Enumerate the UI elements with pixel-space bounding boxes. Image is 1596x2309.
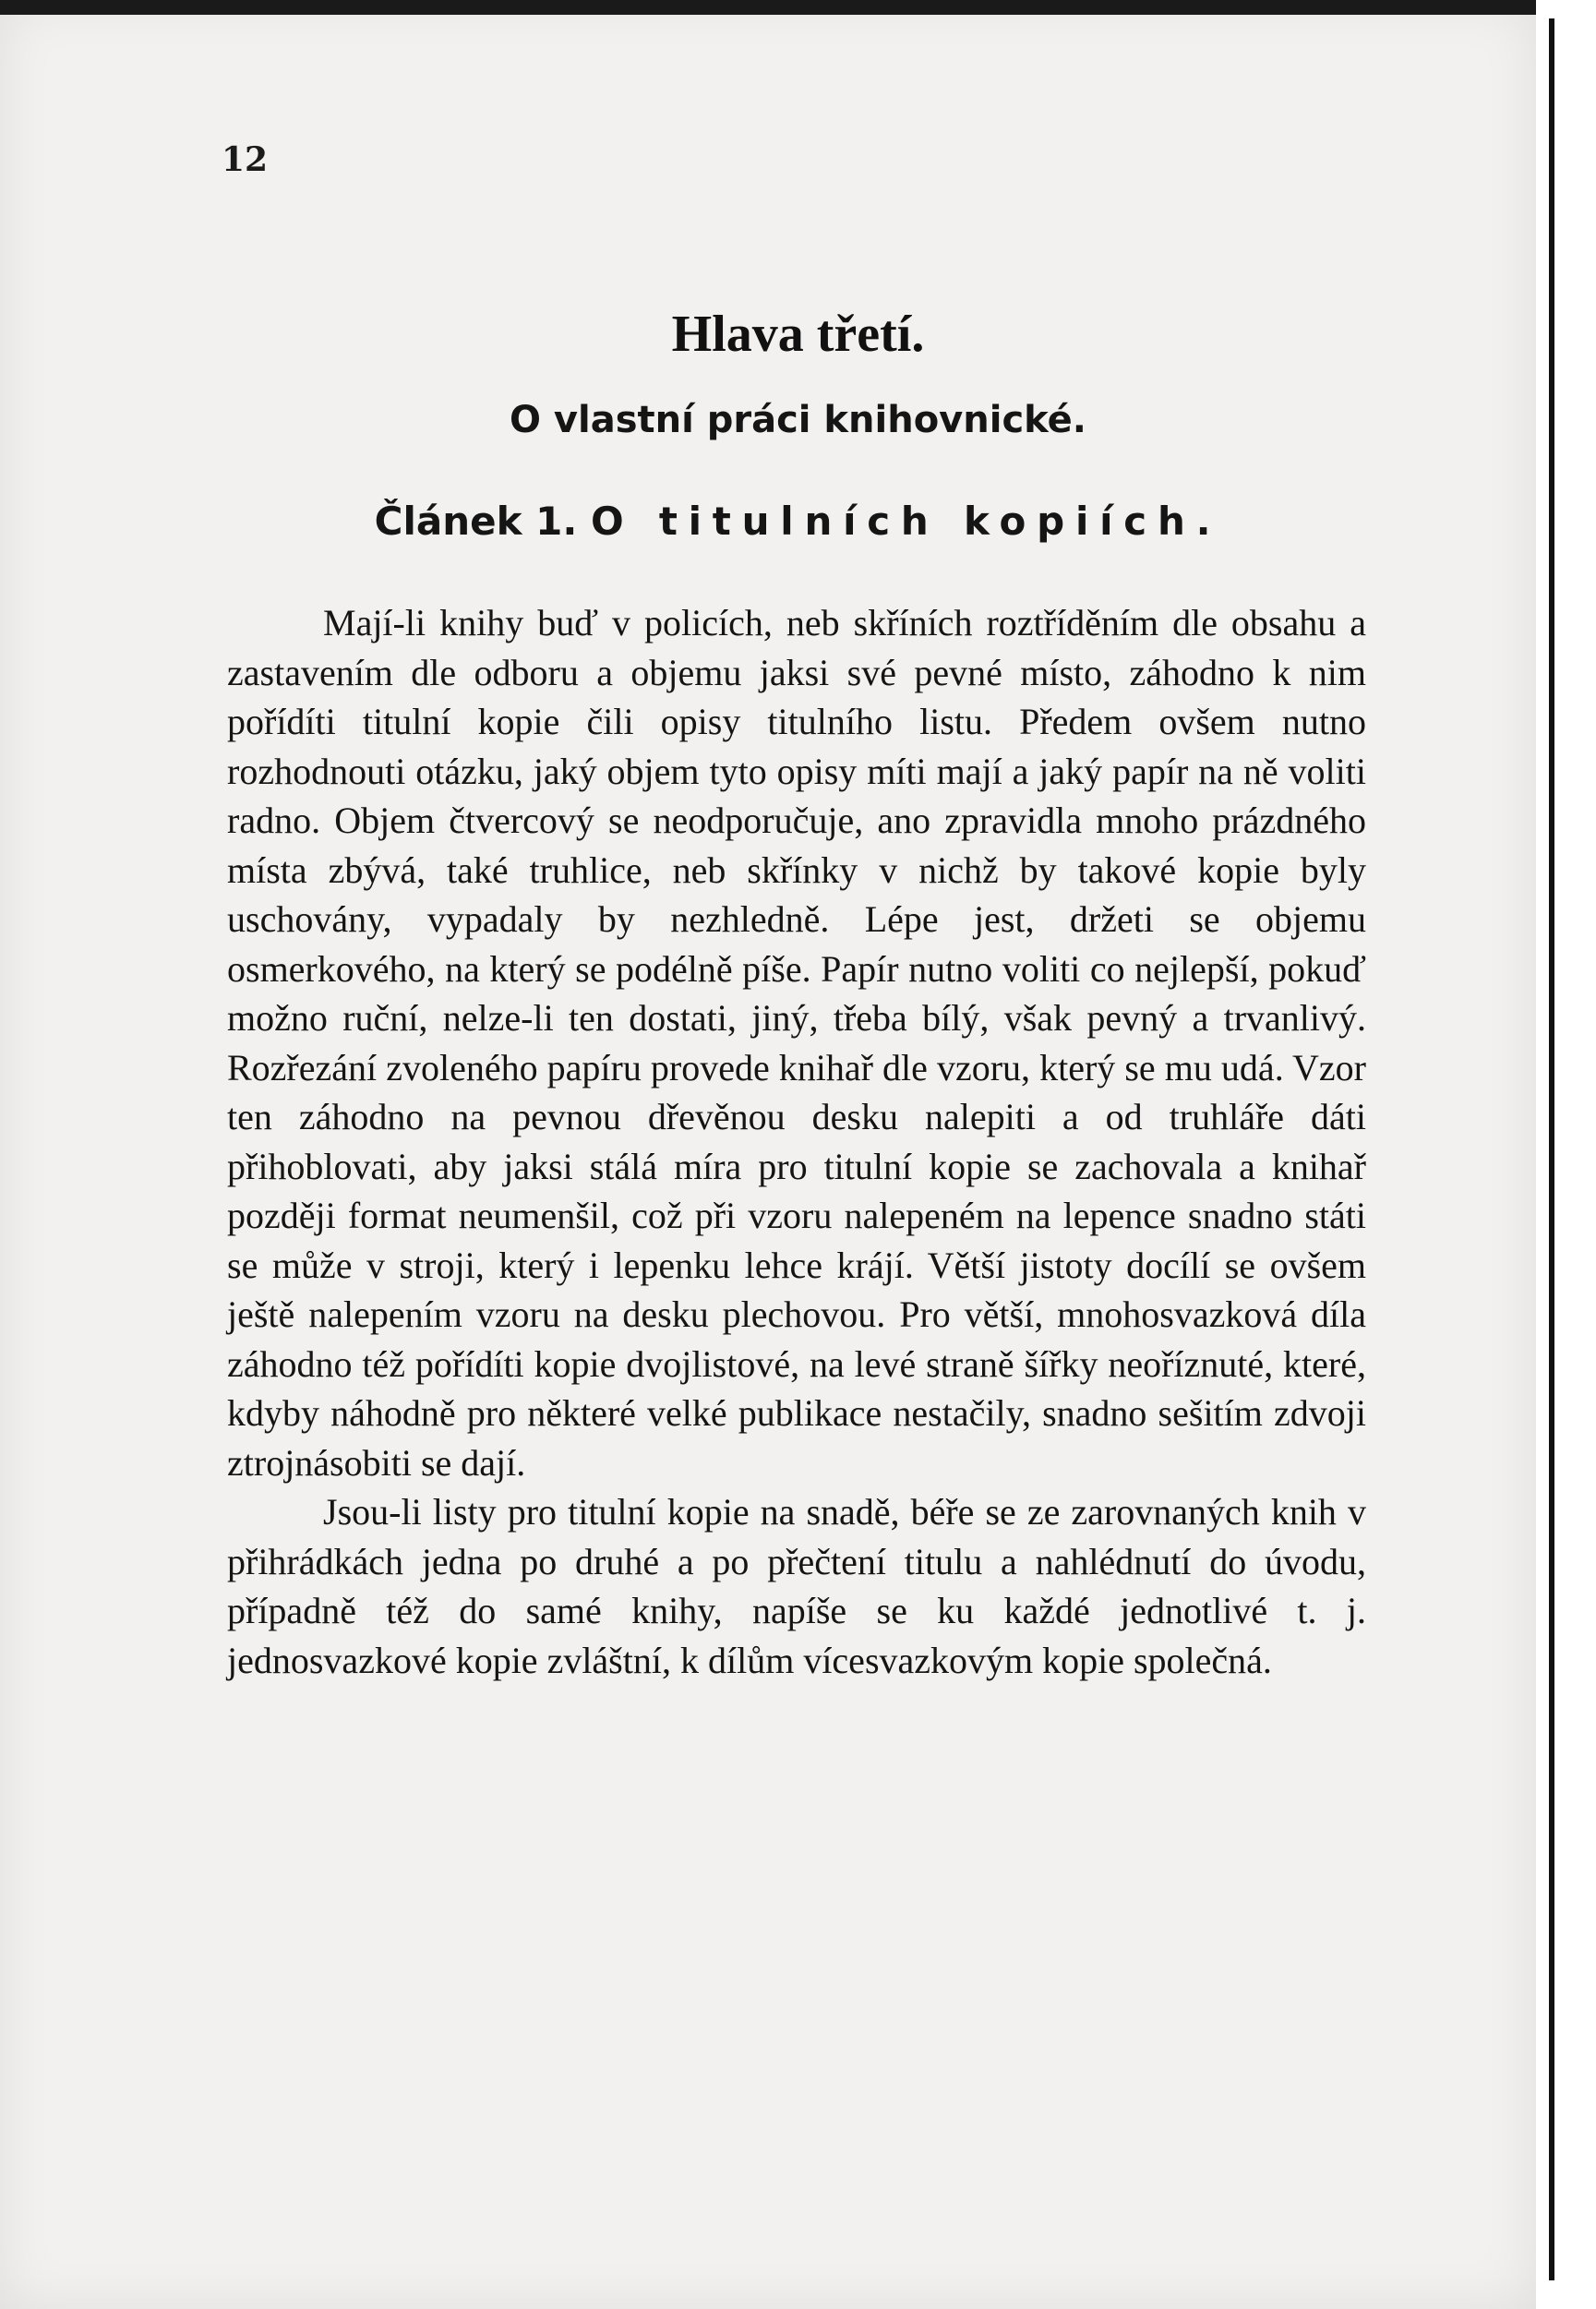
chapter-subtitle: O vlastní práci knihovnické. <box>509 399 1087 441</box>
page-number: 12 <box>222 140 269 179</box>
scan-top-border <box>0 0 1536 15</box>
body-text <box>227 598 1366 1685</box>
paragraph-1: Mají-li knihy buď v policích, neb skříních roztříděním dle obsahu a zastavením dle odboru a objemu jaksi své pevné místo, záhodno k nim pořídíti titulní kopie čili opisy titulního listu. Předem ovšem nutno rozhodnouti otázku, jaký objem tyto opisy míti mají a jaký papír na ně voliti radno. Objem čtvercový se neodporučuje, ano zpravidla mnoho prázdného místa zbývá, také truhlice, neb skřínky v nichž by takové kopie byly uschovány, vypadaly by nezhledně. Lépe jest, držeti se objemu osmerkového, na který se podélně píše. Papír nutno voliti co nejlepší, pokuď možno ruční, nelze-li ten dostati, jiný, třeba bílý, však pevný a trvanlivý. Rozřezání zvoleného papíru provede knihař dle vzoru, který se mu udá. Vzor ten záhodno na pevnou dřevěnou desku nalepiti a od truhláře dáti přihoblovati, aby jaksi stálá míra pro titulní kopie se zachovala a knihař později format neumenšil, což při vzoru nalepeném na lepence snadno státi se může v stroji, který i lepenku lehce krájí. Větší jistoty docílí se ovšem ještě nalepením vzoru na desku plechovou. Pro větší, mnohosvazková díla záhodno též pořídíti kopie dvojlistové, na levé straně šířky neoříznuté, které, kdyby náhodně pro některé velké publikace nestačily, snadno sešitím zdvoji ztrojnásobiti se dají. <box>227 602 1366 1484</box>
scan-edge-rule <box>1549 18 1554 2280</box>
article-heading <box>0 499 1596 544</box>
chapter-title: Hlava třetí. <box>671 306 925 363</box>
article-title: O titulních kopiích. <box>590 499 1222 544</box>
scan-edge-strip <box>1536 0 1596 2309</box>
article-label: Článek 1. <box>374 499 578 544</box>
paragraph-2: Jsou-li listy pro titulní kopie na snadě, béře se ze zarovnaných knih v přihrádkách jedna po druhé a po přečtení titulu a nahlédnutí do úvodu, případně též do samé knihy, napíše se ku každé jednotlivé t. j. jednosvazkové kopie zvláštní, k dílům vícesvazkovým kopie společná. <box>227 1491 1366 1681</box>
